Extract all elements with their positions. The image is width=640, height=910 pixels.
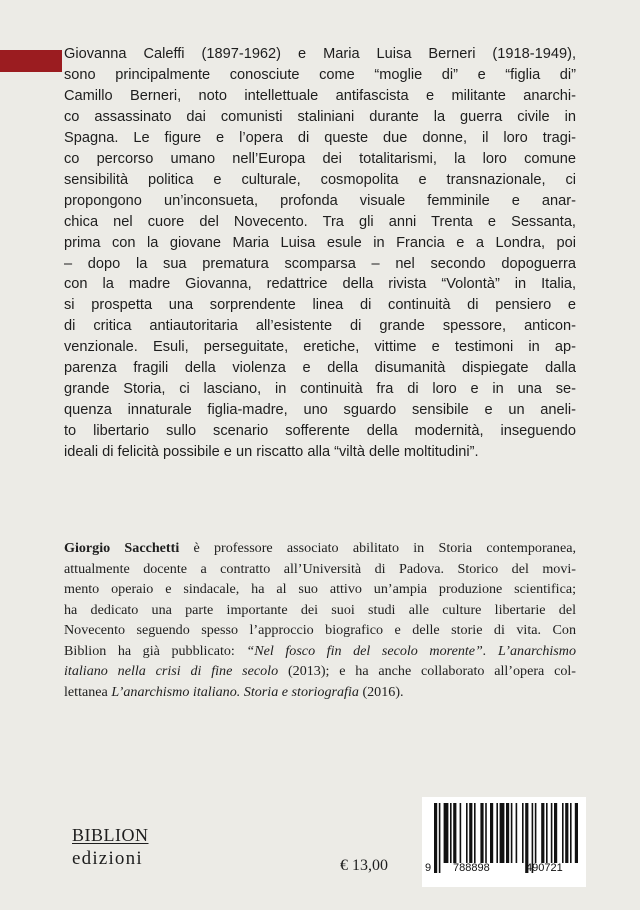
blurb-line: Camillo Berneri, noto intellettuale antifascista e militante anarchi- xyxy=(64,87,576,104)
barcode-bar xyxy=(460,803,462,863)
bio-line: ha dedicato una parte importante dei suoi studi alle culture libertarie del xyxy=(64,601,576,618)
barcode-bar xyxy=(466,803,468,863)
barcode-bar xyxy=(439,803,441,873)
blurb-line: chica nel cuore del Novecento. Tra gli anni Trenta e Sessanta, xyxy=(64,213,576,230)
blurb-line: to libertario sullo scenario sofferente della modernità, inseguendo xyxy=(64,423,576,440)
barcode-bar xyxy=(546,803,548,863)
barcode-bar xyxy=(516,803,518,863)
bio-line: italiano nella crisi di fine secolo (2013); e ha anche collaborato all’opera col- xyxy=(64,663,576,679)
barcode-bar xyxy=(444,803,449,863)
blurb-line: sono principalmente conosciute come “moglie di” e “figlia di” xyxy=(64,66,576,83)
barcode-bar xyxy=(551,803,553,863)
blurb-line: parenza fragili della violenza e della disumanità dispiegate dalla xyxy=(64,360,576,377)
barcode-bar xyxy=(434,803,437,873)
barcode-bar xyxy=(511,803,513,863)
book-blurb xyxy=(64,44,576,463)
barcode-bar xyxy=(554,803,557,863)
price-label: € 13,00 xyxy=(340,857,388,874)
bio-line: lettanea L’anarchismo italiano. Storia e storiografia (2016). xyxy=(64,683,404,700)
blurb-line: Spagna. Le figure e l’opera di queste due donne, il loro tragi- xyxy=(64,129,576,146)
blurb-line: venzionale. Esuli, perseguitate, eretiche, vittime e testimoni in ap- xyxy=(64,339,576,356)
blurb-line: Giovanna Caleffi (1897-1962) e Maria Luisa Berneri (1918-1949), xyxy=(64,46,576,62)
book-title: italiano nella crisi di fine secolo xyxy=(64,663,279,679)
barcode-bar xyxy=(480,803,483,863)
blurb-line: prima con la giovane Maria Luisa esule in Francia e a Londra, poi xyxy=(64,234,576,251)
publisher-logo xyxy=(72,826,149,870)
publisher-name: BIBLION xyxy=(72,825,149,845)
barcode-bar xyxy=(496,803,498,863)
bio-line: attualmente docente a contratto all’Università di Padova. Storico del movi- xyxy=(64,560,576,577)
isbn-prefix: 9 xyxy=(425,862,432,874)
barcode-bar xyxy=(474,803,476,863)
blurb-line: co percorso umano nell’Europa dei totalitarismi, la loro comune xyxy=(64,150,576,167)
barcode-bar xyxy=(575,803,578,863)
publisher-subname: edizioni xyxy=(72,848,143,869)
barcode-bar xyxy=(500,803,505,863)
accent-bar xyxy=(0,50,62,72)
barcode-bar xyxy=(469,803,472,863)
barcode-bar xyxy=(522,803,524,863)
barcode-bar xyxy=(535,803,537,863)
author-name: Giorgio Sacchetti xyxy=(64,540,180,556)
blurb-line: con la madre Giovanna, redattrice della rivista “Volontà” in Italia, xyxy=(64,276,576,293)
blurb-line: sensibilità politica e culturale, cosmopolita e transnazionale, ci xyxy=(64,171,576,188)
isbn-group-1: 788898 xyxy=(453,862,490,874)
blurb-line: quenza innaturale figlia-madre, uno sguardo sensibile e un aneli- xyxy=(64,402,576,419)
barcode-bar xyxy=(562,803,564,863)
barcode-bar xyxy=(570,803,572,863)
blurb-line: co assassinato dai comunisti staliniani durante la guerra civile in xyxy=(64,108,576,125)
barcode-bar xyxy=(453,803,456,863)
barcode-bar xyxy=(450,803,452,863)
book-title: “Nel fosco fin del secolo morente”. L’anarchismo xyxy=(246,642,576,659)
book-title: L’anarchismo italiano. Storia e storiografia xyxy=(111,683,359,700)
blurb-line: grande Storia, ci lasciano, in continuità fra di loro e in una se- xyxy=(64,381,576,398)
blurb-line: si prospetta una sorprendente linea di continuità di pensiero e xyxy=(64,297,576,314)
bio-line: Novecento seguendo spesso l’approccio biografico e delle storie di vita. Con xyxy=(64,622,576,638)
blurb-line: ideali di felicità possibile e un riscatto alla “viltà delle moltitudini”. xyxy=(64,444,479,461)
barcode-bar xyxy=(506,803,509,863)
bio-line: Giorgio Sacchetti è professore associato abilitato in Storia contemporanea, xyxy=(64,540,576,556)
barcode-bar xyxy=(565,803,568,863)
isbn-group-2: 490721 xyxy=(526,862,563,874)
blurb-line: di critica antiautoritaria all’esistente di grande spessore, anticon- xyxy=(64,318,576,335)
author-bio xyxy=(64,538,576,702)
blurb-line: propongono un’inconsueta, profonda visuale femminile e anar- xyxy=(64,192,576,209)
blurb-line: – dopo la sua prematura scomparsa – nel secondo dopoguerra xyxy=(64,255,576,272)
barcode-bar xyxy=(485,803,487,863)
barcode-bar xyxy=(490,803,493,863)
barcode-bar xyxy=(541,803,544,863)
bio-line: mento operaio e sindacale, ha al suo attivo un’ampia produzione scientifica; xyxy=(64,581,576,597)
bio-line: Biblion ha già pubblicato: “Nel fosco fin del secolo morente”. L’anarchismo xyxy=(64,642,576,659)
